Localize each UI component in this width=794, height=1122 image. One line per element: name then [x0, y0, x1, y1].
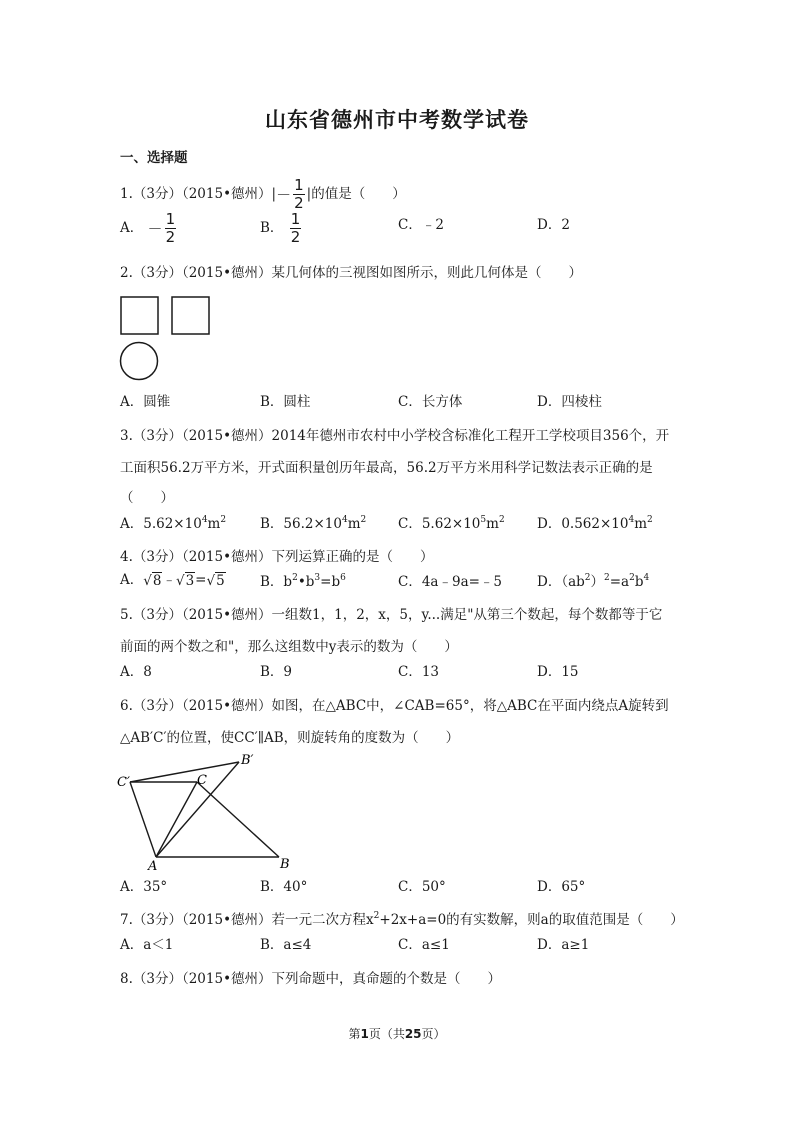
- q1-a-den: 2: [165, 228, 176, 246]
- question-2-stem: 2.（3分）（2015•德州）某几何体的三视图如图所示，则此几何体是（ ）: [120, 265, 583, 281]
- option-letter: D．: [537, 879, 562, 895]
- option-text: 35°: [143, 879, 168, 895]
- q3-option-b: [260, 512, 366, 532]
- q2-option-a: [120, 390, 170, 410]
- radicand: 3: [185, 572, 195, 589]
- minus-sign: ﹣: [162, 572, 176, 588]
- exp: 2: [292, 573, 298, 583]
- section-heading: 一、选择题: [120, 150, 188, 166]
- page-footer: [0, 1025, 794, 1042]
- option-text: 圆锥: [143, 394, 171, 410]
- side-view-square: [172, 297, 209, 334]
- option-letter: D．: [537, 574, 562, 590]
- q1-suffix: 的值是（ ）: [311, 186, 406, 202]
- option-letter: A．: [120, 664, 144, 680]
- q5-option-a: [120, 660, 152, 680]
- q1-option-b: [260, 212, 303, 245]
- question-7-stem: [120, 908, 684, 928]
- front-view-square: [121, 297, 158, 334]
- segment-ac-prime: [130, 782, 156, 857]
- exp: 3: [314, 573, 321, 583]
- option-unit: m: [634, 516, 648, 532]
- option-unit: m: [486, 516, 499, 532]
- option-letter: C．: [398, 516, 422, 532]
- q1-b-num: 1: [290, 210, 301, 228]
- option-exp: 4: [628, 515, 635, 525]
- option-letter: C．: [398, 937, 422, 953]
- option-letter: B．: [260, 220, 284, 236]
- segment-ac: [156, 782, 197, 857]
- option-text: 13: [421, 664, 440, 680]
- label-a: A: [148, 859, 158, 872]
- option-text: a≤1: [421, 937, 450, 953]
- q7-option-c: [398, 933, 450, 953]
- q5-option-b: [260, 660, 292, 680]
- question-3-line-3: （ ）: [120, 490, 174, 506]
- q7-prefix: 7.（3分）（2015•德州）若一元二次方程x: [120, 912, 374, 928]
- q1-neg: －: [276, 186, 292, 204]
- segment-c-prime-b-prime: [130, 762, 239, 782]
- option-letter: D．: [537, 664, 562, 680]
- option-base: 5.62×10: [421, 516, 481, 532]
- term: （ab: [561, 574, 585, 590]
- option-base: 0.562×10: [561, 516, 629, 532]
- q5-option-d: [537, 660, 579, 680]
- option-text: 4a﹣9a=﹣5: [421, 574, 503, 590]
- page-title: 山东省德州市中考数学试卷: [265, 107, 529, 132]
- radicand: 5: [216, 572, 225, 589]
- option-text: ﹣2: [421, 217, 444, 233]
- option-text: 40°: [283, 879, 308, 895]
- q1-den: 2: [294, 194, 304, 212]
- q6-option-a: [120, 875, 167, 895]
- q1-b-fraction: [290, 212, 302, 245]
- q4-option-c: [398, 570, 502, 590]
- option-letter: D．: [537, 217, 562, 233]
- option-letter: A．: [120, 394, 144, 410]
- q5-option-c: [398, 660, 439, 680]
- exp: 2: [584, 573, 591, 583]
- footer-text: 页（共: [368, 1027, 405, 1041]
- rotation-triangle-figure: [112, 748, 302, 872]
- option-base: 56.2×10: [283, 516, 342, 532]
- option-base: 5.62×10: [143, 516, 202, 532]
- question-3-line-1: 3.（3分）（2015•德州）2014年德州市农村中小学校含标准化工程开工学校项目356个，开: [120, 428, 670, 444]
- equals-sign: =: [195, 572, 207, 588]
- q7-suffix: +2x+a=0的有实数解，则a的取值范围是（ ）: [379, 912, 684, 928]
- option-letter: D．: [537, 394, 562, 410]
- question-6-line-1: 6.（3分）（2015•德州）如图，在△ABC中，∠CAB=65°，将△ABC在平面内绕点A旋转到: [120, 698, 669, 714]
- three-view-figure: [118, 294, 218, 386]
- option-unit-exp: 2: [647, 515, 653, 525]
- exp: 2: [604, 573, 610, 583]
- option-letter: C．: [398, 664, 422, 680]
- option-letter: C．: [398, 879, 422, 895]
- term: b: [283, 574, 293, 590]
- q2-option-d: [537, 390, 602, 410]
- term: •b: [297, 574, 315, 590]
- q7-option-b: [260, 933, 311, 953]
- option-unit-exp: 2: [220, 515, 227, 525]
- option-exp: 5: [480, 515, 487, 525]
- option-letter: C．: [398, 574, 422, 590]
- option-letter: B．: [260, 664, 284, 680]
- q7-option-d: [537, 933, 589, 953]
- option-letter: C．: [398, 217, 422, 233]
- option-text: a＜1: [143, 937, 174, 953]
- q6-option-c: [398, 875, 446, 895]
- q4-option-b: [260, 570, 346, 590]
- label-c-prime: C′: [117, 775, 130, 790]
- q6-option-b: [260, 875, 307, 895]
- q4-option-a: [120, 568, 226, 589]
- q6-option-d: [537, 875, 585, 895]
- q3-option-a: [120, 512, 226, 532]
- option-exp: 4: [341, 515, 348, 525]
- option-letter: C．: [398, 394, 422, 410]
- term: ）: [590, 574, 605, 590]
- q1-b-den: 2: [290, 228, 301, 246]
- q2-option-c: [398, 390, 462, 410]
- q1-abs-close: |: [306, 186, 312, 202]
- sqrt-8: √8: [143, 572, 162, 589]
- q1-abs-open: |: [271, 186, 277, 202]
- q1-a-neg: －: [147, 220, 163, 238]
- term: b: [634, 574, 644, 590]
- option-letter: B．: [260, 394, 284, 410]
- option-text: 9: [283, 664, 293, 680]
- option-letter: D．: [537, 937, 562, 953]
- q4-option-d: [537, 570, 649, 590]
- option-letter: A．: [120, 879, 144, 895]
- option-letter: A．: [120, 937, 144, 953]
- total-pages: 25: [404, 1027, 422, 1041]
- question-3-line-2: 工面积56.2万平方米，开式面积量创历年最高，56.2万平方米用科学记数法表示正确的是: [120, 460, 653, 476]
- q3-option-d: [537, 512, 653, 532]
- option-text: 2: [561, 217, 570, 233]
- option-letter: B．: [260, 937, 284, 953]
- question-8-stem: 8.（3分）（2015•德州）下列命题中，真命题的个数是（ ）: [120, 971, 502, 987]
- exp: 6: [340, 573, 346, 583]
- option-letter: B．: [260, 879, 284, 895]
- q1-option-a: [120, 212, 178, 245]
- option-unit: m: [347, 516, 361, 532]
- footer-text: 页）: [421, 1027, 446, 1041]
- option-text: 长方体: [421, 394, 463, 410]
- page-number: 1: [360, 1027, 369, 1041]
- q1-a-fraction: [165, 212, 177, 245]
- q7-option-a: [120, 933, 173, 953]
- option-unit: m: [207, 516, 221, 532]
- option-text: 四棱柱: [561, 394, 602, 410]
- term: =a: [609, 574, 630, 590]
- option-text: 15: [561, 664, 579, 680]
- q7-exp: 2: [373, 911, 380, 921]
- option-unit-exp: 2: [498, 515, 505, 525]
- q3-option-c: [398, 512, 505, 532]
- radicand: 8: [152, 572, 162, 589]
- q1-fraction: [293, 178, 305, 211]
- question-5-line-1: 5.（3分）（2015•德州）一组数1，1，2，x，5，y...满足"从第三个数起，每个数都等于它: [120, 607, 663, 623]
- question-4-stem: 4.（3分）（2015•德州）下列运算正确的是（ ）: [120, 549, 434, 565]
- sqrt-3: √3: [175, 572, 195, 589]
- option-text: a≥1: [561, 937, 590, 953]
- footer-text: 第: [348, 1027, 361, 1041]
- question-6-line-2: △AB′C′的位置，使CC′∥AB，则旋转角的度数为（ ）: [120, 730, 460, 746]
- q1-num: 1: [294, 176, 304, 194]
- option-text: 圆柱: [283, 394, 311, 410]
- exp: 2: [629, 573, 635, 583]
- option-letter: B．: [260, 574, 284, 590]
- option-letter: B．: [260, 516, 284, 532]
- option-letter: A．: [120, 572, 144, 588]
- option-exp: 4: [201, 515, 208, 525]
- option-text: 65°: [561, 879, 586, 895]
- option-letter: A．: [120, 220, 144, 236]
- exp: 4: [643, 573, 650, 583]
- question-1-stem: [120, 178, 406, 211]
- option-letter: D．: [537, 516, 562, 532]
- q1-option-d: [537, 213, 570, 233]
- sqrt-5: √5: [206, 572, 225, 589]
- label-b: B: [280, 857, 290, 872]
- segment-cb: [197, 782, 279, 857]
- q1-option-c: [398, 213, 444, 233]
- option-text: a≤4: [283, 937, 312, 953]
- label-b-prime: B′: [241, 753, 254, 768]
- q1-a-num: 1: [165, 210, 176, 228]
- q2-option-b: [260, 390, 310, 410]
- term: =b: [320, 574, 341, 590]
- label-c: C: [197, 773, 207, 788]
- question-5-line-2: 前面的两个数之和"，那么这组数中y表示的数为（ ）: [120, 639, 458, 655]
- option-text: 50°: [421, 879, 446, 895]
- top-view-circle: [121, 343, 158, 380]
- option-text: 8: [143, 664, 152, 680]
- option-unit-exp: 2: [360, 515, 367, 525]
- q1-prefix: 1.（3分）（2015•德州）: [120, 186, 272, 202]
- option-letter: A．: [120, 516, 144, 532]
